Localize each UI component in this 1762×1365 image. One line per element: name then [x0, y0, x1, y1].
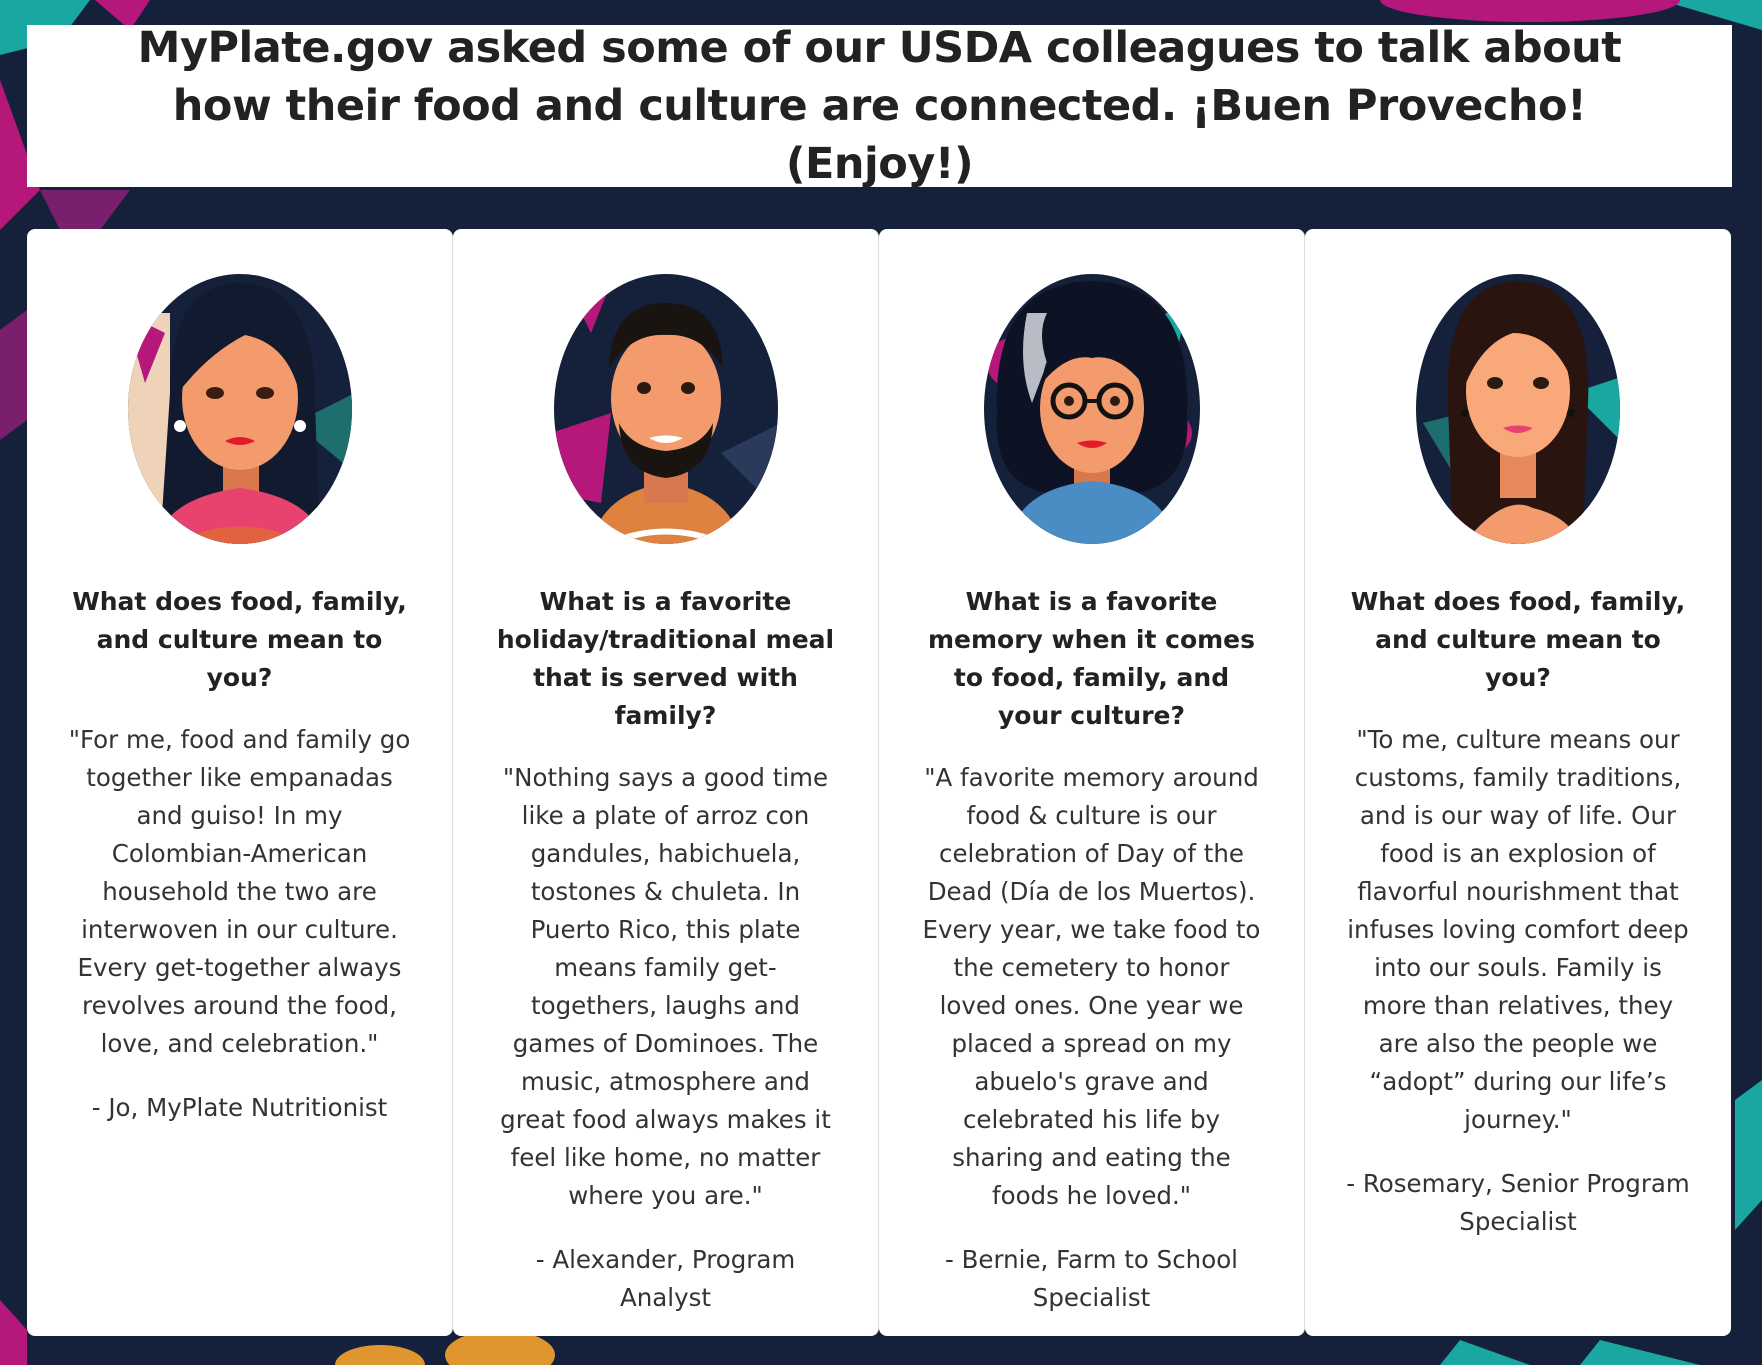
card-question: What does food, family, and culture mean to you? — [72, 587, 407, 692]
card-answer: "A favorite memory around food & culture is our celebration of Day of the Dead (Día de los Muertos). Every year, we take food to the cemetery to honor loved ones. One year we placed a spread on my abuelo's grave and celebrated his life by sharing and eating the foods he loved." — [922, 763, 1261, 1210]
card-attribution: - Bernie, Farm to School Specialist — [944, 1245, 1238, 1312]
card-question: What does food, family, and culture mean to you? — [1350, 587, 1686, 692]
woman-avatar-icon — [125, 273, 355, 545]
card-attribution: - Jo, MyPlate Nutritionist — [91, 1093, 388, 1122]
card-answer: "To me, culture means our customs, family traditions, and is our way of life. Our food is an explosion of flavorful nourishment that infuses loving comfort deep into our souls. Family is more than relatives, they are also the people we “adopt” during our life’s journey." — [1347, 725, 1689, 1134]
page-title: MyPlate.gov asked some of our USDA colleagues to talk about how their food and culture are connected. ¡Buen Provecho! (Enjoy!) — [137, 23, 1622, 189]
card-answer: "Nothing says a good time like a plate of arroz con gandules, habichuela, tostones & chuleta. In Puerto Rico, this plate means family get-togethers, laughs and games of Dominoes. The music, atmosphere and great food always makes it feel like home, no matter where you are." — [500, 763, 831, 1210]
card-attribution: - Rosemary, Senior Program Specialist — [1346, 1169, 1690, 1236]
testimonial-card-alexander — [453, 229, 879, 1336]
woman-long-hair-avatar-icon — [1403, 273, 1633, 545]
testimonial-card-jo — [27, 229, 453, 1336]
card-answer: "For me, food and family go together like empanadas and guiso! In my Colombian-American household the two are interwoven in our culture. Every get-together always revolves around the food, love, and celebration." — [68, 725, 411, 1058]
man-avatar-icon — [551, 273, 781, 545]
card-question: What is a favorite memory when it comes to food, family, and your culture? — [927, 587, 1255, 730]
testimonial-card-rosemary — [1305, 229, 1731, 1336]
woman-glasses-avatar-icon — [977, 273, 1207, 545]
testimonial-card-bernie — [879, 229, 1305, 1336]
card-question: What is a favorite holiday/traditional meal that is served with family? — [496, 587, 835, 730]
card-attribution: - Alexander, Program Analyst — [535, 1245, 796, 1312]
testimonial-cards — [27, 229, 1732, 1336]
header-banner — [27, 25, 1732, 187]
